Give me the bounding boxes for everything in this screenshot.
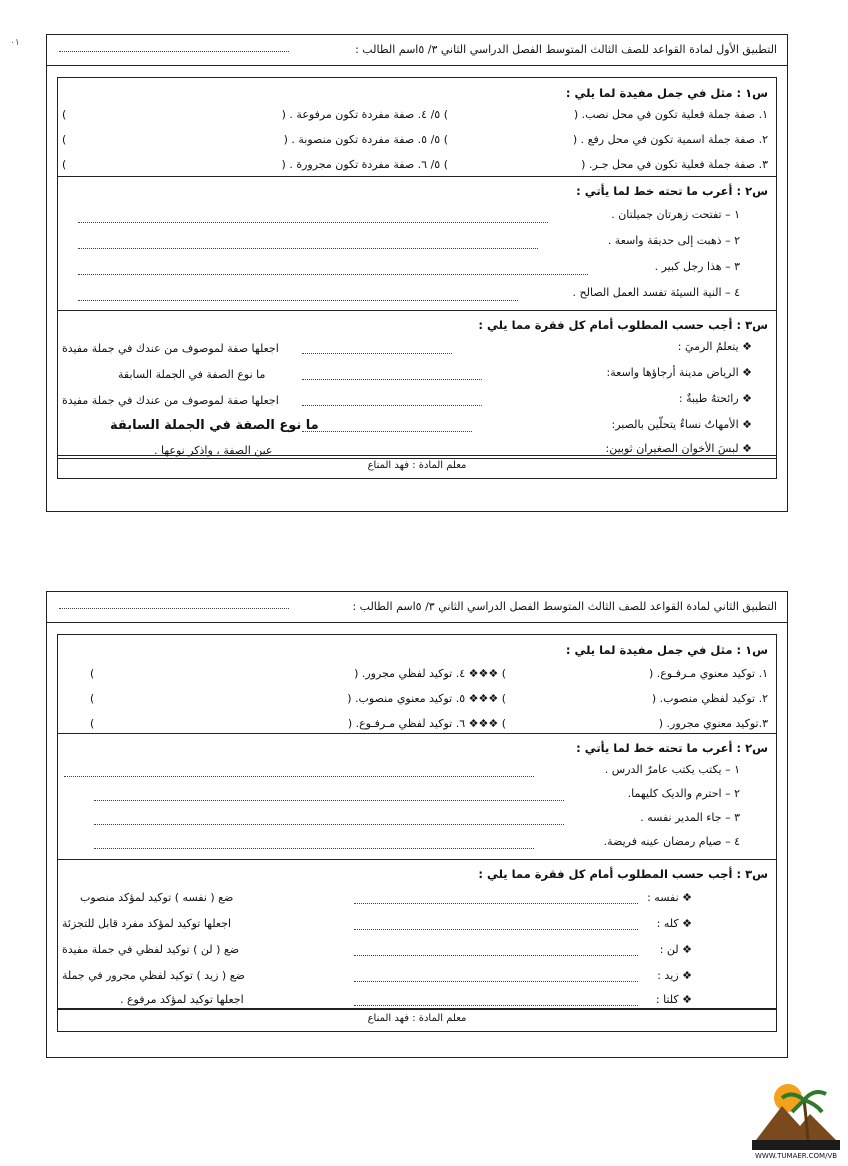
q3-answer-line-4[interactable] bbox=[302, 431, 472, 432]
worksheet-2-title: التطبيق الثاني لمادة القواعد للصف الثالث المتوسط الفصل الدراسي الثاني ٣/ ٥اسم الطالب : bbox=[352, 600, 777, 613]
q2-answer-line-4[interactable] bbox=[94, 848, 534, 849]
q2-item-4: ٤ – صيام رمضان عينه فريضة. bbox=[603, 835, 740, 848]
worksheet-1-footer bbox=[58, 455, 776, 478]
q3-answer-line-1[interactable] bbox=[354, 903, 638, 904]
teacher-name-1: معلم المادة : فهد المناع bbox=[367, 460, 467, 471]
q1-item-2: ٢. صفة جملة اسمية تكون في محل رفع . ( bbox=[572, 133, 768, 146]
q2-item-1: ١ – يكتب يكتب عامرٌ الدرس . bbox=[604, 763, 740, 776]
q2-answer-line-3[interactable] bbox=[78, 274, 588, 275]
q1-item-3: ٣.توكيد معنوي مجرور. ( bbox=[658, 717, 768, 730]
q3-prompt-1: ❖ نفسه : bbox=[647, 891, 692, 904]
q3-answer-line-3[interactable] bbox=[354, 955, 638, 956]
q3-task-5: عين الصفة ، واذكر نوعها . bbox=[154, 444, 273, 457]
question-2-section bbox=[58, 733, 776, 860]
q3-task-3: اجعلها صفة لموصوف من عندك في جملة مفيدة bbox=[62, 394, 279, 407]
q1-item-4-close: ) bbox=[62, 108, 67, 121]
worksheet-2 bbox=[46, 591, 788, 1058]
q2-answer-line-3[interactable] bbox=[94, 824, 564, 825]
site-logo[interactable] bbox=[748, 1076, 844, 1160]
q3-task-5: اجعلها توكيد لمؤكد مرفوع . bbox=[120, 993, 244, 1006]
q2-item-2: ٢ – ذهبت إلى حديقة واسعة . bbox=[607, 234, 740, 247]
q3-prompt-4: ❖ زيد : bbox=[657, 969, 692, 982]
q3-prompt-2: ❖ الرياض مدينة أرجاؤها واسعة: bbox=[606, 366, 752, 379]
q1-item-3: ٣. صفة جملة فعلية تكون في محل جـر. ( bbox=[581, 158, 768, 171]
q3-prompt-5: ❖ كلتا : bbox=[655, 993, 692, 1006]
logo-url: WWW.TUMAER.COM/VB bbox=[754, 1152, 838, 1160]
question-3-section bbox=[58, 859, 776, 1010]
q2-item-1: ١ – تفتحت زهرتان جميلتان . bbox=[611, 208, 740, 221]
question-2-heading: س٢ : أعرب ما تحته خط لما يأتي : bbox=[576, 741, 768, 755]
q3-answer-line-5[interactable] bbox=[354, 1005, 638, 1006]
student-name-line[interactable] bbox=[59, 51, 289, 52]
q2-item-4: ٤ – النية السيئة تفسد العمل الصالح . bbox=[572, 286, 740, 299]
q3-answer-line-2[interactable] bbox=[302, 379, 482, 380]
worksheet-1-header bbox=[47, 35, 787, 66]
q1-item-6-close: ) bbox=[90, 717, 95, 730]
question-1-heading: س١ : مثل في جمل مفيدة لما يلي : bbox=[565, 86, 768, 100]
q2-answer-line-1[interactable] bbox=[64, 776, 534, 777]
q3-prompt-3: ❖ رائحتهُ طيبةٌ : bbox=[678, 392, 752, 405]
worksheet-2-header bbox=[47, 592, 787, 623]
q1-item-6: ) ❖❖❖ ٦. توكيد لفظي مـرفـوع. ( bbox=[347, 717, 506, 730]
teacher-name-2: معلم المادة : فهد المناع bbox=[367, 1013, 467, 1024]
q1-item-4-close: ) bbox=[90, 667, 95, 680]
q3-prompt-5: ❖ لبسَ الأخوان الصغيران ثوبين: bbox=[605, 442, 752, 455]
q3-prompt-2: ❖ كله : bbox=[656, 917, 692, 930]
q1-item-6: ) ٥/ ٦. صفة مفردة تكون مجرورة . ( bbox=[281, 158, 448, 171]
worksheet-2-body bbox=[57, 634, 777, 1032]
worksheet-1 bbox=[46, 34, 788, 512]
q3-task-2: ما نوع الصفة في الجملة السابقة bbox=[118, 368, 266, 381]
q3-task-3: ضع ( لن ) توكيد لفظي في جملة مفيدة bbox=[62, 943, 240, 956]
page-corner-mark: ٠١ bbox=[10, 38, 20, 48]
question-3-heading: س٣ : أجب حسب المطلوب أمام كل فقرة مما يلي : bbox=[478, 318, 768, 332]
q1-item-4: ) ❖❖❖ ٤. توكيد لفظي مجرور. ( bbox=[354, 667, 506, 680]
q3-task-2: اجعلها توكيد لمؤكد مفرد قابل للتجزئة bbox=[62, 917, 232, 930]
q3-task-1: اجعلها صفة لموصوف من عندك في جملة مفيدة bbox=[62, 342, 279, 355]
question-2-section bbox=[58, 176, 776, 311]
q2-answer-line-4[interactable] bbox=[78, 300, 518, 301]
worksheet-1-body bbox=[57, 77, 777, 479]
q1-item-5: ) ٥/ ٥. صفة مفردة تكون منصوبة . ( bbox=[283, 133, 448, 146]
q1-item-5-close: ) bbox=[62, 133, 67, 146]
q3-task-4: ضع ( زيد ) توكيد لفظي مجرور في جملة bbox=[62, 969, 245, 982]
q1-item-5: ) ❖❖❖ ٥. توكيد معنوي منصوب. ( bbox=[347, 692, 506, 705]
palm-tree-icon bbox=[748, 1076, 844, 1160]
worksheet-1-title: التطبيق الأول لمادة القواعد للصف الثالث المتوسط الفصل الدراسي الثاني ٣/ ٥اسم الطالب : bbox=[355, 43, 777, 56]
q1-item-4: ) ٥/ ٤. صفة مفردة تكون مرفوعة . ( bbox=[281, 108, 448, 121]
q3-answer-line-4[interactable] bbox=[354, 981, 638, 982]
q2-answer-line-1[interactable] bbox=[78, 222, 548, 223]
q1-item-6-close: ) bbox=[62, 158, 67, 171]
q2-item-2: ٢ – احترم والديک كليهما. bbox=[627, 787, 740, 800]
question-1-section bbox=[58, 78, 776, 177]
q2-item-3: ٣ – هذا رجل كبير . bbox=[654, 260, 740, 273]
q2-answer-line-2[interactable] bbox=[78, 248, 538, 249]
q2-answer-line-2[interactable] bbox=[94, 800, 564, 801]
q1-item-1: ١. صفة جملة فعلية تكون في محل نصب. ( bbox=[573, 108, 768, 121]
q1-item-5-close: ) bbox=[90, 692, 95, 705]
q3-answer-line-1[interactable] bbox=[302, 353, 452, 354]
student-name-line[interactable] bbox=[59, 608, 289, 609]
q1-item-1: ١. توكيد معنوي مـرفـوع. ( bbox=[649, 667, 768, 680]
q3-prompt-1: ❖ يتعلمُ الرميَ : bbox=[677, 340, 752, 353]
q3-answer-line-2[interactable] bbox=[354, 929, 638, 930]
question-3-heading: س٣ : أجب حسب المطلوب أمام كل فقرة مما يلي : bbox=[478, 867, 768, 881]
q3-prompt-4: ❖ الأمهاتُ نساءٌ يتحلّين بالصبر: bbox=[611, 418, 752, 431]
question-1-section bbox=[58, 635, 776, 734]
q3-task-4: ما نوع الصفة في الجملة السابقة bbox=[110, 418, 319, 433]
question-1-heading: س١ : مثل في جمل مفيدة لما يلي : bbox=[565, 643, 768, 657]
question-2-heading: س٢ : أعرب ما تحته خط لما يأتي : bbox=[576, 184, 768, 198]
q2-item-3: ٣ – جاء المدير نفسه . bbox=[640, 811, 740, 824]
q3-task-1: ضع ( نفسه ) توكيد لمؤكد منصوب bbox=[80, 891, 234, 904]
question-3-section bbox=[58, 310, 776, 459]
q3-prompt-3: ❖ لن : bbox=[659, 943, 692, 956]
worksheet-2-footer bbox=[58, 1008, 776, 1031]
q3-answer-line-3[interactable] bbox=[302, 405, 482, 406]
q1-item-2: ٢. توكيد لفظي منصوب. ( bbox=[651, 692, 768, 705]
